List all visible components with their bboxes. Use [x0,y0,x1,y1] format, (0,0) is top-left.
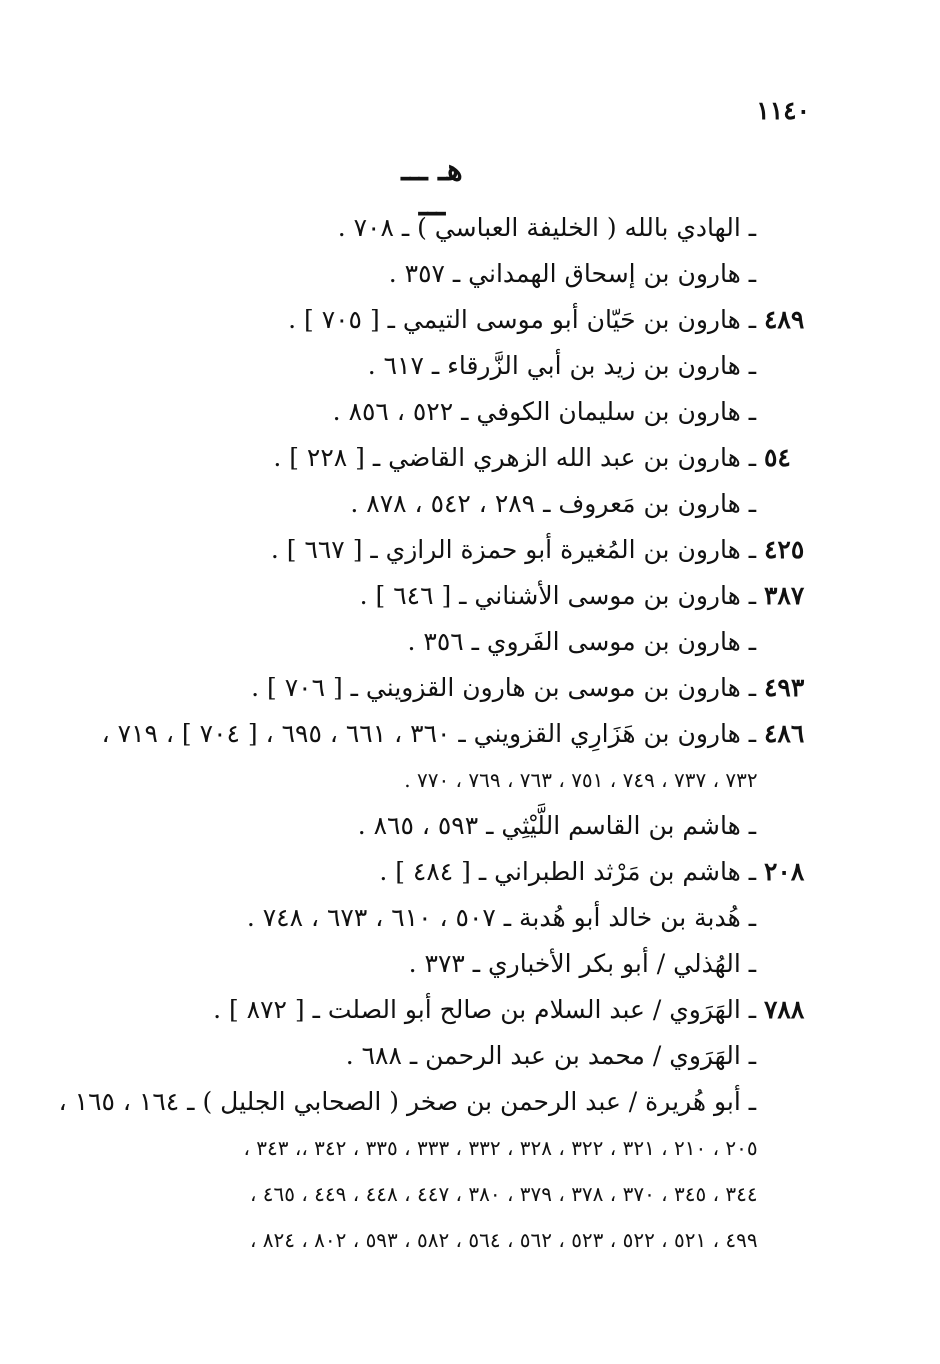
entry-text: ـ هارون بن المُغيرة أبو حمزة الرازي ـ [ ٦٦٧ ] . [270,535,757,564]
index-entry [368,343,810,389]
heading-rule-left: ـــ [418,188,446,223]
index-entry [271,527,810,573]
index-entry [389,251,810,297]
index-entry [333,389,810,435]
entry-text: ـ أبو هُريرة / عبد الرحمن بن صخر ( الصحابي الجليل ) ـ ١٦٤ ، ١٦٥ ، [58,1087,757,1116]
index-entry [288,297,810,343]
index-entry [350,481,810,527]
entry-text: ـ هارون بن حَيّان أبو موسى التيمي ـ [ ٧٠٥ ] . [288,305,757,334]
index-entry [346,1033,810,1079]
entry-text: ـ هارون بن سليمان الكوفي ـ ٥٢٢ ، ٨٥٦ . [332,397,757,426]
index-entry [273,435,810,481]
entry-text: ـ الهَرَوي / محمد بن عبد الرحمن ـ ٦٨٨ . [345,1041,757,1070]
index-entry [102,711,810,757]
entry-text: ـ الهَرَوي / عبد السلام بن صالح أبو الصلت ـ [ ٨٧٢ ] . [213,995,757,1024]
entry-number: ٤٩٣ [764,673,805,702]
entry-text: ـ هارون بن هَزَارِي القزويني ـ ٣٦٠ ، ٦٦١ ، ٦٩٥ ، [ ٧٠٤ ] ، ٧١٩ ، [101,719,757,748]
entry-number: ٤٢٥ [764,535,805,564]
entry-number: ٥٤ [764,443,791,472]
index-entry [338,205,810,251]
entry-number: ٢٠٨ [764,857,805,886]
index-entry [379,849,810,895]
entry-text: ـ هارون بن إسحاق الهمداني ـ ٣٥٧ . [388,259,757,288]
entry-text: ـ الهُذلي / أبو بكر الأخباري ـ ٣٧٣ . [408,949,757,978]
entry-number: ٣٨٧ [764,581,805,610]
entry-text: ـ هارون بن مَعروف ـ ٢٨٩ ، ٥٤٢ ، ٨٧٨ . [350,489,757,518]
entry-text: ٤٩٩ ، ٥٢١ ، ٥٢٢ ، ٥٢٣ ، ٥٦٢ ، ٥٦٤ ، ٥٨٢ ، ٥٩٣ ، ٨٠٢ ، ٨٢٤ ، [249,1228,758,1252]
entry-number: ٤٨٩ [764,305,805,334]
entry-number: ٧٨٨ [764,995,805,1024]
entry-text: ـ هُدبة بن خالد أبو هُدبة ـ ٥٠٧ ، ٦١٠ ، ٦٧٣ ، ٧٤٨ . [246,903,757,932]
entry-text: ٧٣٢ ، ٧٣٧ ، ٧٤٩ ، ٧٥١ ، ٧٦٣ ، ٧٦٩ ، ٧٧٠ . [404,768,758,792]
index-entry [407,619,810,665]
index-entry [243,1125,810,1171]
index-entry [247,895,810,941]
entry-text: ـ هارون بن موسى الفَروي ـ ٣٥٦ . [407,627,757,656]
entry-text: ـ هارون بن موسى الأشناني ـ [ ٦٤٦ ] . [359,581,757,610]
index-entry [360,573,810,619]
heading-rule-right: ـــ [401,153,428,188]
entry-text: ـ هاشم بن القاسم اللَّيْثِي ـ ٥٩٣ ، ٨٦٥ . [357,811,757,840]
index-entry [409,941,810,987]
entry-text: ـ هارون بن موسى بن هارون القزويني ـ [ ٧٠٦ ] . [251,673,757,702]
section-letter: هـ [438,153,463,188]
index-entry [251,665,810,711]
page-number: ١١٤٠ [756,96,810,125]
entry-text: ـ هارون بن عبد الله الزهري القاضي ـ [ ٢٢٨ ] . [273,443,757,472]
index-entry [358,803,810,849]
entry-number: ٤٨٦ [764,719,805,748]
entry-text: ـ هاشم بن مَرْثد الطبراني ـ [ ٤٨٤ ] . [379,857,757,886]
index-entry [404,757,810,803]
index-entry [250,1171,810,1217]
entry-text: ـ الهادي بالله ( الخليفة العباسي ) ـ ٧٠٨ . [337,213,757,242]
entry-text: ٣٤٤ ، ٣٤٥ ، ٣٧٠ ، ٣٧٨ ، ٣٧٩ ، ٣٨٠ ، ٤٤٧ ، ٤٤٨ ، ٤٤٩ ، ٤٦٥ ، [249,1182,758,1206]
index-entry [250,1217,810,1263]
entry-text: ٢٠٥ ، ٢١٠ ، ٣٢١ ، ٣٢٢ ، ٣٢٨ ، ٣٣٢ ، ٣٣٣ ، ٣٣٥ ، ٣٤٢ ،، ٣٤٣ ، [243,1136,758,1160]
index-entry [213,987,810,1033]
entry-text: ـ هارون بن زيد بن أبي الزَّرقاء ـ ٦١٧ . [367,351,757,380]
index-entry [59,1079,810,1125]
